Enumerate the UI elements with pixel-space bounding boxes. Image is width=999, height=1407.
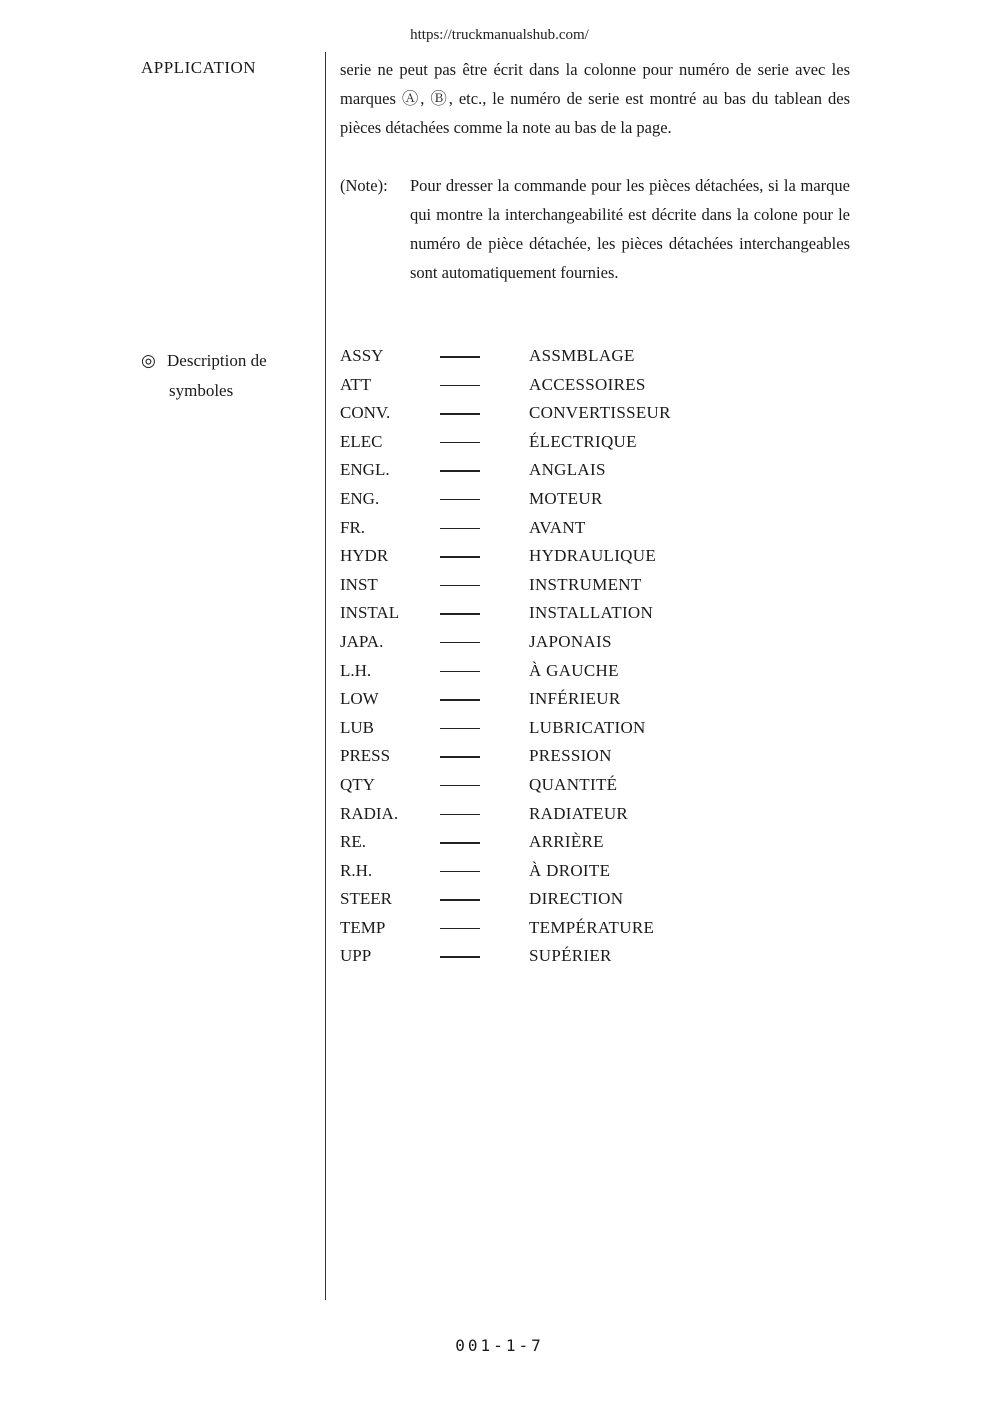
dash-separator [440, 814, 480, 816]
symbol-row [340, 942, 840, 971]
symbol-meaning: RADIATEUR [529, 803, 629, 823]
symbol-meaning: ANGLAIS [529, 460, 606, 480]
symbol-meaning: QUANTITÉ [529, 774, 618, 794]
symbol-meaning: À GAUCHE [529, 660, 619, 680]
dash-separator [440, 928, 480, 930]
symbol-row [340, 914, 840, 943]
dash-separator [440, 528, 480, 530]
dash-separator [440, 842, 480, 844]
symbol-row [340, 800, 840, 829]
symbol-row [340, 685, 840, 714]
dash-separator [440, 356, 480, 358]
symbol-row [340, 628, 840, 657]
symbol-abbreviation: HYDR [340, 546, 389, 566]
dash-separator [440, 728, 480, 730]
symbols-list [340, 342, 840, 971]
symbols-heading-line2: symboles [169, 381, 234, 400]
symbol-abbreviation: R.H. [340, 860, 373, 880]
symbol-meaning: INSTRUMENT [529, 574, 642, 594]
symbol-meaning: DIRECTION [529, 889, 624, 909]
dash-separator [440, 699, 480, 701]
page-number: 001-1-7 [455, 1336, 544, 1355]
application-text: serie ne peut pas être écrit dans la colonne pour numéro de serie avec les marques Ⓐ, Ⓑ, etc., le numéro de serie est montré au bas du tablean des pièces détachées comme la note au bas de la page. [340, 60, 850, 137]
note-text: Pour dresser la commande pour les pièces détachées, si la marque qui montre la interchangeabilité est décrite dans la colone pour le numéro de pièce détachée, les pièces détachées interchangeables sont automatiquement fournies. [410, 176, 850, 282]
dash-separator [440, 499, 480, 501]
symbol-row [340, 542, 840, 571]
symbol-row [340, 514, 840, 543]
symbol-meaning: PRESSION [529, 746, 612, 766]
symbol-abbreviation: INSTAL [340, 603, 400, 623]
dash-separator [440, 470, 480, 472]
symbols-heading-line1: Description de [167, 351, 267, 370]
symbol-abbreviation: ASSY [340, 346, 384, 365]
symbol-row [340, 657, 840, 686]
symbol-meaning: TEMPÉRATURE [529, 917, 655, 937]
symbol-meaning: SUPÉRIER [529, 946, 612, 966]
symbol-abbreviation: ELEC [340, 431, 383, 451]
symbol-row [340, 714, 840, 743]
source-url: https://truckmanualshub.com/ [410, 27, 589, 43]
symbol-row [340, 371, 840, 400]
symbol-abbreviation: L.H. [340, 660, 372, 680]
symbol-abbreviation: JAPA. [340, 631, 384, 651]
symbol-meaning: INFÉRIEUR [529, 689, 621, 709]
symbol-abbreviation: UPP [340, 946, 372, 966]
symbol-row [340, 571, 840, 600]
symbols-heading [141, 346, 301, 406]
dash-separator [440, 871, 480, 873]
symbol-abbreviation: RADIA. [340, 803, 399, 823]
symbol-abbreviation: QTY [340, 774, 375, 794]
symbol-meaning: ARRIÈRE [529, 832, 604, 852]
symbol-abbreviation: TEMP [340, 917, 386, 937]
symbol-meaning: CONVERTISSEUR [529, 403, 671, 423]
symbol-meaning: HYDRAULIQUE [529, 546, 657, 566]
dash-separator [440, 556, 480, 558]
symbol-meaning: ACCESSOIRES [529, 374, 646, 394]
symbol-meaning: INSTALLATION [529, 603, 654, 623]
symbol-meaning: À DROITE [529, 860, 611, 880]
dash-separator [440, 642, 480, 644]
dash-separator [440, 756, 480, 758]
symbol-meaning: ÉLECTRIQUE [529, 431, 637, 451]
symbol-abbreviation: INST [340, 574, 378, 594]
symbol-row [340, 599, 840, 628]
dash-separator [440, 613, 480, 615]
symbol-row [340, 342, 840, 371]
symbol-abbreviation: LUB [340, 717, 374, 737]
symbol-abbreviation: FR. [340, 517, 366, 537]
note-block [340, 171, 850, 287]
dash-separator [440, 442, 480, 444]
symbol-row [340, 742, 840, 771]
dash-separator [440, 671, 480, 673]
dash-separator [440, 413, 480, 415]
symbol-abbreviation: ENG. [340, 488, 380, 508]
symbol-abbreviation: CONV. [340, 403, 391, 423]
symbol-row [340, 399, 840, 428]
dash-separator [440, 956, 480, 958]
symbol-row [340, 771, 840, 800]
symbol-row [340, 828, 840, 857]
symbol-abbreviation: PRESS [340, 746, 391, 766]
symbol-abbreviation: RE. [340, 832, 366, 852]
symbol-abbreviation: LOW [340, 689, 379, 709]
symbol-row [340, 885, 840, 914]
symbol-meaning: ASSMBLAGE [529, 346, 635, 365]
symbol-abbreviation: STEER [340, 889, 392, 909]
dash-separator [440, 385, 480, 387]
symbol-abbreviation: ATT [340, 374, 372, 394]
symbol-meaning: AVANT [529, 517, 586, 537]
symbol-meaning: JAPONAIS [529, 631, 612, 651]
symbol-row [340, 485, 840, 514]
dash-separator [440, 785, 480, 787]
symbol-row [340, 857, 840, 886]
dash-separator [440, 899, 480, 901]
double-circle-icon: ◎ [141, 351, 156, 370]
application-paragraph [340, 55, 850, 142]
column-divider [325, 52, 326, 1300]
note-label: (Note): [340, 176, 388, 195]
symbol-row [340, 428, 840, 457]
symbol-row [340, 456, 840, 485]
symbol-abbreviation: ENGL. [340, 460, 390, 480]
symbol-meaning: MOTEUR [529, 488, 603, 508]
symbol-meaning: LUBRICATION [529, 717, 646, 737]
dash-separator [440, 585, 480, 587]
application-heading: APPLICATION [141, 58, 257, 77]
